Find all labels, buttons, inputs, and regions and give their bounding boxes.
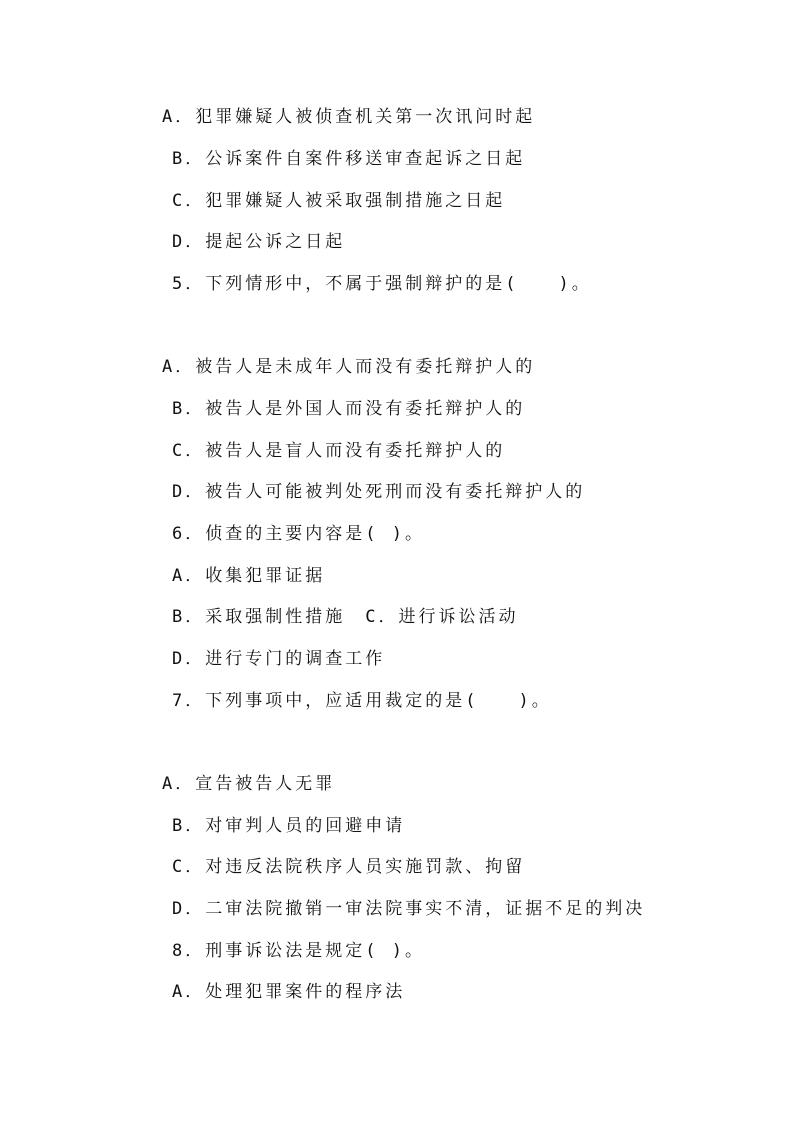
option-bc-q6: B．采取强制性措施 C．进行诉讼活动 <box>172 607 519 627</box>
option-b-q7: B．对审判人员的回避申请 <box>172 816 406 836</box>
option-a-q8: A．处理犯罪案件的程序法 <box>172 982 406 1002</box>
option-a-q7: A．宣告被告人无罪 <box>162 774 336 794</box>
option-a-q6: A．收集犯罪证据 <box>172 566 326 586</box>
option-a-q5: A．被告人是未成年人而没有委托辩护人的 <box>162 357 536 377</box>
option-d-q7: D．二审法院撤销一审法院事实不清，证据不足的判决 <box>172 899 646 919</box>
option-a-q4: A．犯罪嫌疑人被侦查机关第一次讯问时起 <box>162 107 536 127</box>
option-c-q5: C．被告人是盲人而没有委托辩护人的 <box>172 441 506 461</box>
option-d-q4: D．提起公诉之日起 <box>172 232 346 252</box>
option-d-q5: D．被告人可能被判处死刑而没有委托辩护人的 <box>172 482 586 502</box>
option-c-q7: C．对违反法院秩序人员实施罚款、拘留 <box>172 857 526 877</box>
option-b-q4: B．公诉案件自案件移送审查起诉之日起 <box>172 149 526 169</box>
question-6: 6．侦查的主要内容是( )。 <box>172 524 425 544</box>
question-5: 5．下列情形中，不属于强制辩护的是( )。 <box>172 274 592 294</box>
option-c-q4: C．犯罪嫌疑人被采取强制措施之日起 <box>172 191 506 211</box>
option-b-q5: B．被告人是外国人而没有委托辩护人的 <box>172 399 526 419</box>
option-d-q6: D．进行专门的调查工作 <box>172 649 386 669</box>
question-8: 8．刑事诉讼法是规定( )。 <box>172 941 425 961</box>
question-7: 7．下列事项中，应适用裁定的是( )。 <box>172 691 552 711</box>
